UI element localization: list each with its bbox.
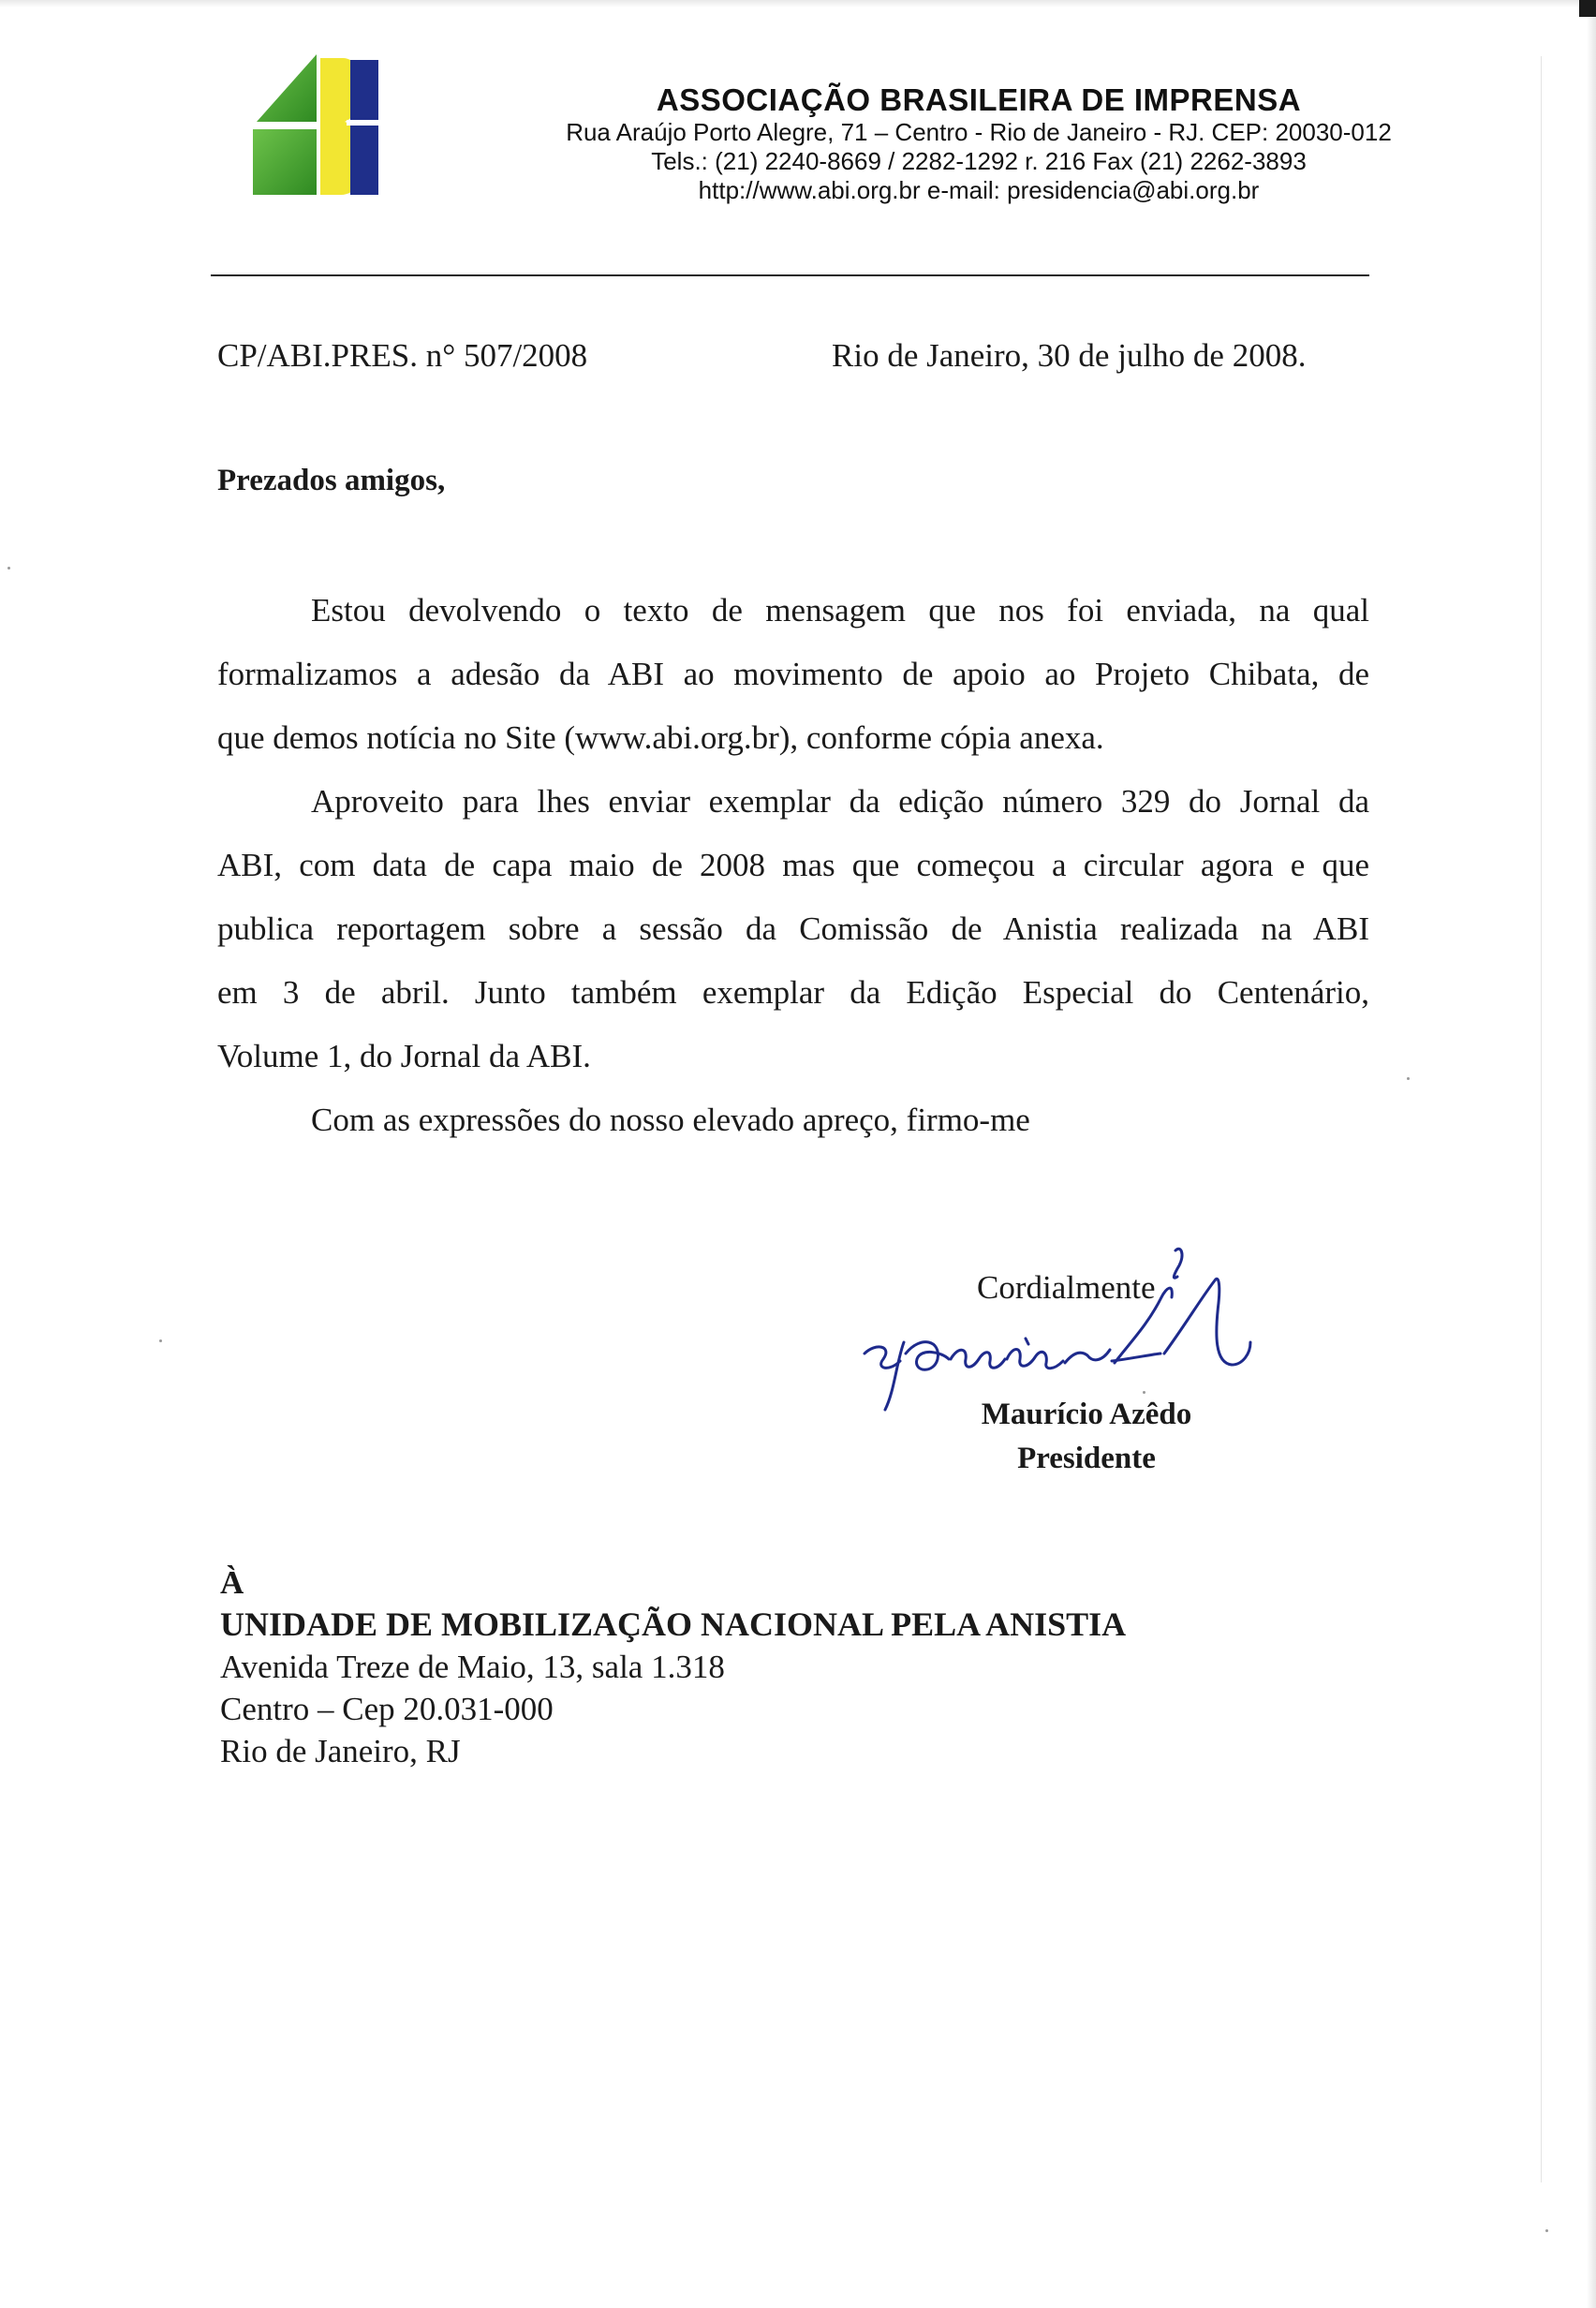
- body-line: ABI, com data de capa maio de 2008 mas que começou a circular agora e que: [217, 847, 1369, 883]
- organization-phones: Tels.: (21) 2240-8669 / 2282-1292 r. 216 Fax (21) 2262-3893: [651, 147, 1307, 175]
- scan-speck: [1545, 2229, 1548, 2232]
- signer-title: Presidente: [1017, 1442, 1156, 1475]
- recipient-city: Rio de Janeiro, RJ: [220, 1733, 461, 1769]
- recipient-street: Avenida Treze de Maio, 13, sala 1.318: [220, 1649, 725, 1685]
- signer-name: Maurício Azêdo: [981, 1398, 1192, 1431]
- logo-green-triangle: [257, 54, 317, 122]
- scan-corner-mark: [1579, 0, 1596, 17]
- header-divider: [211, 274, 1369, 276]
- recipient-name: UNIDADE DE MOBILIZAÇÃO NACIONAL PELA ANISTIA: [220, 1605, 1127, 1643]
- logo-blue-i-gap: [347, 120, 382, 126]
- salutation: Prezados amigos,: [217, 464, 446, 497]
- body-line: Com as expressões do nosso elevado apreço, firmo-me: [311, 1102, 1030, 1138]
- body-line: Aproveito para lhes enviar exemplar da edição número 329 do Jornal da: [311, 783, 1369, 820]
- scan-speck: [1143, 1391, 1145, 1394]
- scan-speck: [7, 567, 10, 570]
- logo-blue-i: [350, 60, 378, 195]
- body-line: formalizamos a adesão da ABI ao movimento de apoio ao Projeto Chibata, de: [217, 656, 1369, 692]
- scan-speck: [159, 1339, 162, 1342]
- recipient-prefix: À: [220, 1564, 244, 1601]
- letter-reference: CP/ABI.PRES. n° 507/2008: [217, 337, 588, 374]
- body-line: Volume 1, do Jornal da ABI.: [217, 1038, 591, 1074]
- letter-date: Rio de Janeiro, 30 de julho de 2008.: [832, 337, 1307, 374]
- paragraph-3: [217, 1088, 1369, 1152]
- organization-web-email: http://www.abi.org.br e-mail: presidencia@abi.org.br: [698, 176, 1260, 204]
- organization-address: Rua Araújo Porto Alegre, 71 – Centro - Rio de Janeiro - RJ. CEP: 20030-012: [566, 118, 1392, 146]
- scan-margin-line: [1541, 56, 1542, 2182]
- body-line: Estou devolvendo o texto de mensagem que nos foi enviada, na qual: [311, 592, 1369, 629]
- paragraph-2: [217, 770, 1369, 1088]
- logo-green-bar: [253, 129, 317, 195]
- body-line: que demos notícia no Site (www.abi.org.br), conforme cópia anexa.: [217, 719, 1104, 756]
- recipient-address: [220, 1561, 1126, 1772]
- closing: Cordialmente: [977, 1269, 1156, 1306]
- recipient-district: Centro – Cep 20.031-000: [220, 1691, 554, 1727]
- paragraph-1: [217, 579, 1369, 770]
- scan-edge-top: [0, 0, 1596, 7]
- body-line: em 3 de abril. Junto também exemplar da Edição Especial do Centenário,: [217, 974, 1369, 1011]
- letter-body: [217, 579, 1369, 1152]
- letterhead: [473, 82, 1485, 205]
- organization-name: ASSOCIAÇÃO BRASILEIRA DE IMPRENSA: [656, 82, 1302, 117]
- abi-logo-icon: [253, 54, 386, 197]
- scan-speck: [1407, 1077, 1410, 1080]
- signer-block: [937, 1393, 1236, 1481]
- scan-edge-right: [1587, 0, 1596, 2308]
- body-line: publica reportagem sobre a sessão da Comissão de Anistia realizada na ABI: [217, 910, 1369, 947]
